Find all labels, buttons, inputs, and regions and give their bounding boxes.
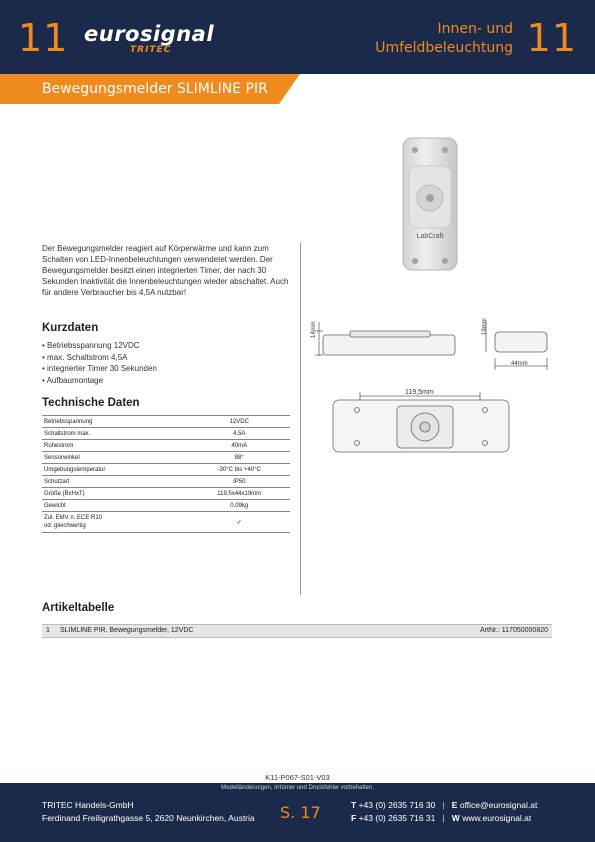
spec-value: 40mA xyxy=(188,440,290,452)
checkmark-icon: ✓ xyxy=(188,512,290,533)
tritec-logo: TRITEC xyxy=(130,45,172,55)
dim-length-top: 119,5mm xyxy=(405,389,434,396)
email-label: E xyxy=(451,800,458,810)
product-title: Bewegungsmelder SLIMLINE PIR xyxy=(42,81,268,97)
article-number: ArtNr.: 117050000820 xyxy=(480,627,548,634)
spec-value: 88° xyxy=(188,452,290,464)
spec-value: IP50 xyxy=(188,476,290,488)
spec-value: 12VDC xyxy=(188,416,290,428)
document-code: K11-P067-S01-V03 xyxy=(265,773,330,782)
side-view-drawing xyxy=(315,322,455,356)
fax-number: +43 (0) 2635 716 31 xyxy=(358,813,436,823)
spec-key-line2: od. gleichwertig xyxy=(44,523,86,529)
table-row xyxy=(42,500,290,512)
spec-value: -30°C bis +40°C xyxy=(188,464,290,476)
column-divider xyxy=(300,243,301,595)
dim-height-end: 19mm xyxy=(482,318,488,335)
technische-daten-heading: Technische Daten xyxy=(42,397,140,409)
table-row xyxy=(42,512,290,533)
table-row xyxy=(42,440,290,452)
phone-number: +43 (0) 2635 716 30 xyxy=(358,800,436,810)
article-description: SLIMLINE PIR, Bewegungsmelder, 12VDC xyxy=(60,627,194,634)
top-view-drawing xyxy=(333,392,509,452)
spec-key: Betriebsspannung xyxy=(42,416,188,428)
dim-height-side: 14mm xyxy=(311,321,317,338)
product-brand-label: LabCraft xyxy=(416,233,444,240)
kurzdaten-heading: Kurzdaten xyxy=(42,322,99,334)
dim-width-end: 44mm xyxy=(511,361,528,367)
page-number: S. 17 xyxy=(280,803,321,822)
chapter-number-right: 11 xyxy=(526,16,577,60)
company-street: Ferdinand Freiligrathgasse 5, 2620 Neunkirchen, Austria xyxy=(42,813,255,823)
separator: | xyxy=(437,800,450,810)
page-footer xyxy=(0,783,595,842)
spec-value: 0,09kg xyxy=(188,500,290,512)
intro-text: Der Bewegungsmelder reagiert auf Körperwärme und kann zum Schalten von LED-Innenbeleuchtungen verwendetet werden. Der Bewegungsmelder besitzt einen integrierten Timer, der nach 30 Sekunden Inaktivität die Innenbeleuchtungen wieder abschaltet. Auch für andere Verbraucher bis 4,5A nutzbar! xyxy=(42,244,289,297)
table-row xyxy=(42,488,290,500)
list-item: • Aufbaumontage xyxy=(42,375,157,387)
list-item: • integrierter Timer 30 Sekunden xyxy=(42,363,157,375)
spec-key xyxy=(42,512,188,533)
web-label: W xyxy=(451,813,460,823)
section-title xyxy=(375,20,513,58)
list-item: • Betriebsspannung 12VDC xyxy=(42,340,157,352)
page-header xyxy=(0,0,595,74)
dimension-drawing xyxy=(305,300,565,470)
contact-info xyxy=(351,799,537,825)
table-row xyxy=(42,624,552,638)
table-row xyxy=(42,416,290,428)
spec-key: Ruhestrom xyxy=(42,440,188,452)
article-position: 1 xyxy=(46,627,50,634)
spec-key: Schaltstrom max. xyxy=(42,428,188,440)
list-item: • max. Schaltstrom 4,5A xyxy=(42,352,157,364)
email-link[interactable]: office@eurosignal.at xyxy=(459,800,538,810)
website-link[interactable]: www.eurosignal.at xyxy=(462,813,532,823)
table-row xyxy=(42,464,290,476)
technische-daten-table xyxy=(42,415,290,533)
spec-key: Größe (BxHxT) xyxy=(42,488,188,500)
table-row xyxy=(42,476,290,488)
section-title-line1: Innen- und xyxy=(437,21,513,37)
chapter-number-left: 11 xyxy=(18,16,69,60)
table-row xyxy=(42,428,290,440)
separator: | xyxy=(437,813,450,823)
eurosignal-logo: eurosignal xyxy=(84,22,215,46)
disclaimer-note: Modelländerungen, Irrtümer und Druckfehler vorbehalten. xyxy=(221,785,374,791)
section-title-line2: Umfeldbeleuchtung xyxy=(375,40,513,56)
spec-key: Umgebungstemperatur xyxy=(42,464,188,476)
fax-label: F xyxy=(351,813,357,823)
spec-value: 119,5x44x19mm xyxy=(188,488,290,500)
company-name: TRITEC Handels-GmbH xyxy=(42,800,134,810)
product-photo xyxy=(395,136,465,272)
spec-key: Schutzart xyxy=(42,476,188,488)
spec-value: 4,5A xyxy=(188,428,290,440)
phone-label: T xyxy=(351,800,357,810)
company-address xyxy=(42,799,255,825)
spec-key: Gewicht xyxy=(42,500,188,512)
spec-key: Sensorwinkel xyxy=(42,452,188,464)
kurzdaten-list xyxy=(42,340,157,386)
spec-key-line1: Zul. EMV n. ECE R10 xyxy=(44,515,103,521)
table-row xyxy=(42,452,290,464)
artikeltabelle-heading: Artikeltabelle xyxy=(42,602,115,614)
